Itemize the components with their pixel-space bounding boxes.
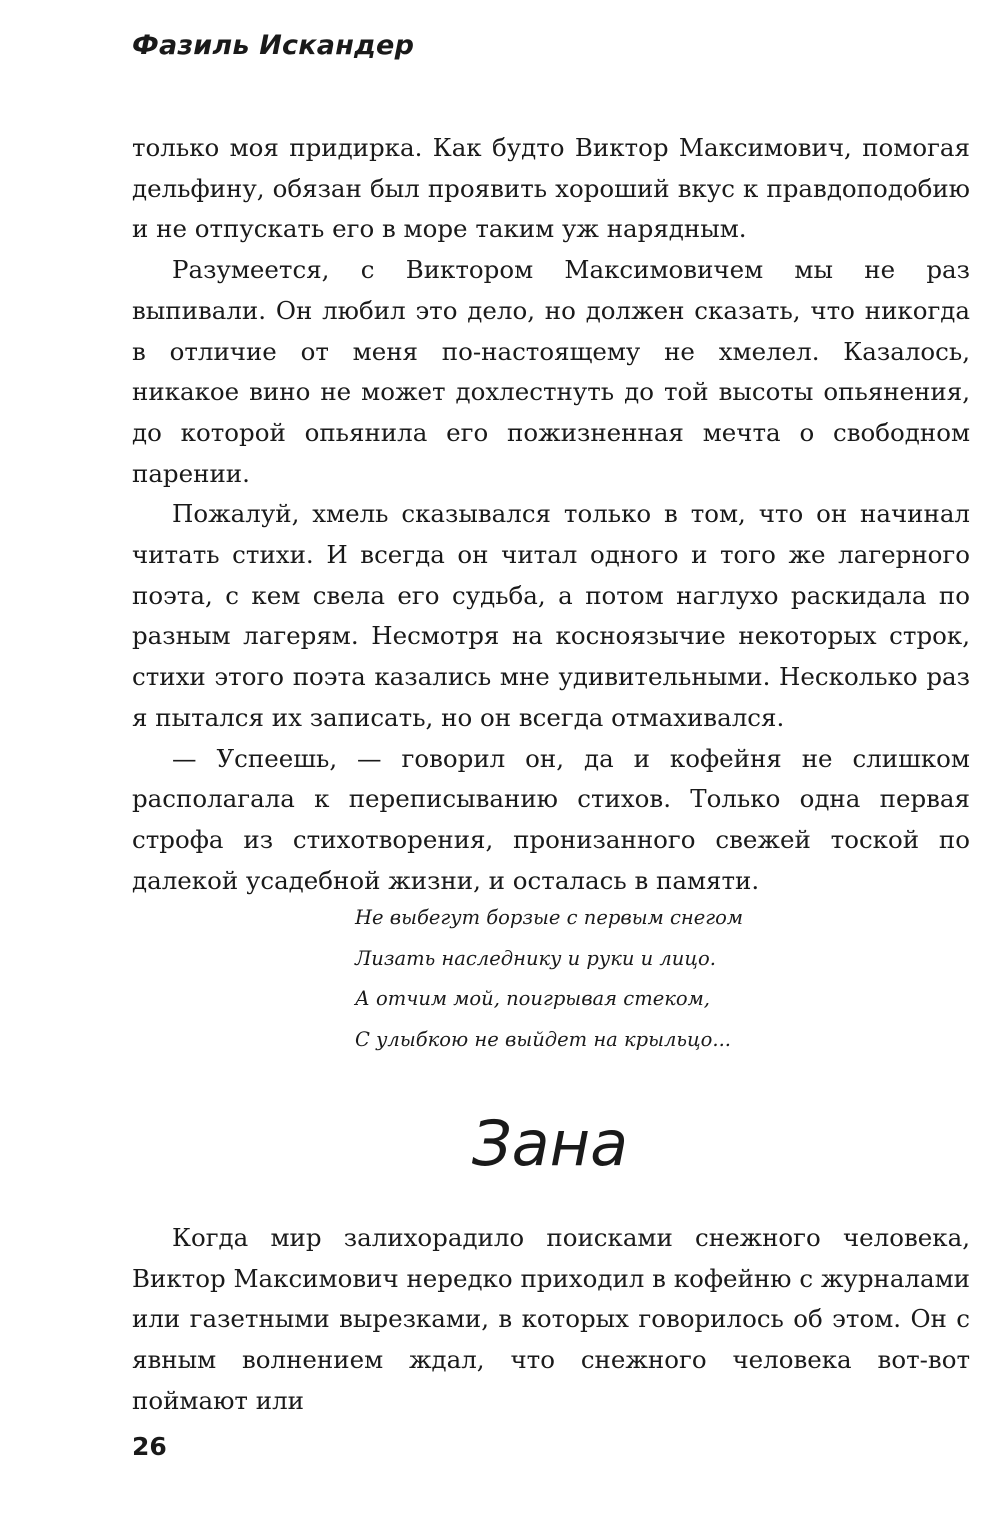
- poem-stanza: [355, 898, 743, 1060]
- poem-line: А отчим мой, поигрывая стеком,: [355, 987, 710, 1010]
- paragraph: Пожалуй, хмель сказывался только в том, что он начинал читать стихи. И всегда он читал одного и того же лагерного поэта, с кем свела его судьба, а потом наглухо раскидала по разным лагерям. Несмотря на косноязычие некоторых строк, стихи этого поэта казались мне удивительными. Несколько раз я пытался их записать, но он всегда отмахивался.: [132, 499, 970, 732]
- poem-line: С улыбкою не выйдет на крыльцо...: [355, 1027, 731, 1051]
- text-block-main: [132, 128, 970, 901]
- paragraph-continued: только моя придирка. Как будто Виктор Максимович, помогая дельфину, обязан был проявить хороший вкус к правдоподобию и не отпускать его в море таким уж нарядным.: [132, 133, 970, 244]
- running-head-author: Фазиль Искандер: [132, 30, 415, 61]
- poem-line: Лизать наследнику и руки и лицо.: [355, 946, 716, 970]
- poem-line: Не выбегут борзые с первым снегом: [355, 906, 744, 929]
- paragraph-dialogue: — Успеешь, — говорил он, да и кофейня не слишком располагала к переписыванию стихов. Только одна первая строфа из стихотворения, пронизанного свежей тоской по далекой усадебной жизни, и осталась в памяти.: [132, 743, 970, 895]
- text-block-chapter: [132, 1218, 970, 1422]
- chapter-title: Зана: [471, 1107, 629, 1180]
- page-number: 26: [132, 1432, 167, 1461]
- paragraph: Когда мир залихорадило поисками снежного человека, Виктор Максимович нередко приходил в кофейню с журналами или газетными вырезками, в которых говорилось об этом. Он с явным волнением ждал, что снежного человека вот-вот поймают или: [132, 1223, 970, 1415]
- paragraph: Разумеется, с Виктором Максимовичем мы не раз выпивали. Он любил это дело, но должен сказать, что никогда в отличие от меня по-настоящему не хмелел. Казалось, никакое вино не может дохлестнуть до той высоты опьянения, до которой опьянила его пожизненная мечта о свободном парении.: [132, 255, 970, 488]
